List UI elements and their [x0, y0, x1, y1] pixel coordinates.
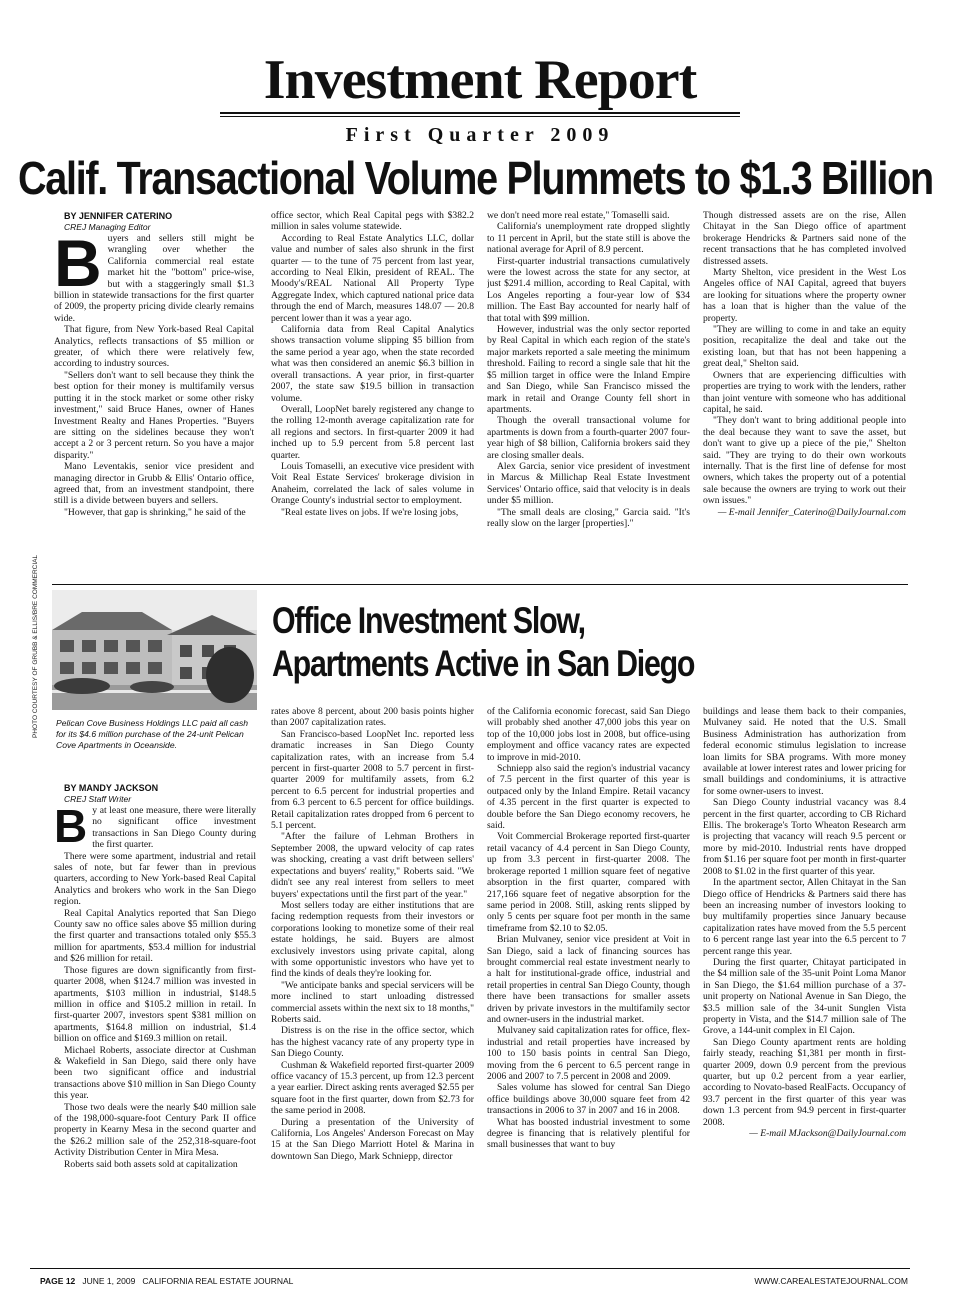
- article2-column-2: [271, 706, 474, 1260]
- article1-column-4: [703, 210, 906, 580]
- masthead: Investment Report: [263, 49, 697, 111]
- paragraph: In the apartment sector, Allen Chitayat in the San Diego office of Hendricks & Partners said there has been an increasing number of investors looking to buy multifamily properties since January because capitalization rates have moved from the 5.5 percent to 6 percent range last year into the 6.5 percent to 7 percent range this year.: [703, 877, 906, 957]
- footer-rule: [30, 1268, 910, 1269]
- article2-dropcap: B: [54, 800, 88, 852]
- paragraph: There were some apartment, industrial and retail sales of note, but far fewer than in previous quarters, according to New York-based Real Capital Analytics and brokers who work in the San Diego region.: [54, 850, 256, 908]
- paragraph: Alex Garcia, senior vice president of investment in Marcus & Millichap Real Estate Investment Services' Ontario office, said that velocity is in deals under $5 million.: [487, 460, 690, 507]
- paragraph: Louis Tomaselli, an executive vice president with Voit Real Estate Services' brokerage division in Anaheim, correlated the lack of sales volume in Orange County's industrial sector to employment.: [271, 460, 474, 507]
- paragraph: Voit Commercial Brokerage reported first-quarter retail vacancy of 4.4 percent in San Diego County, up from 3.3 percent in first-quarter 2008. The brokerage reported 1 million square feet of negative absorption in the first quarter, compared with 217,166 square feet of negative absorption for the same period in 2008. Still, asking rents slipped by only 5 cents per square foot per month in the same timeframe from $2.10 to $2.05.: [487, 831, 690, 934]
- paragraph: uyers and sellers still might be wrangling over whether the California commercial real estate market hit the "bottom" price-wise, but with a staggeringly small $1.3 billion in statewide transactions for the first quarter of 2009, the property pricing divide clearly remains wide.: [54, 233, 254, 324]
- article2-column-1: [54, 782, 256, 1260]
- paragraph: Schniepp also said the region's industrial vacancy of 7.5 percent in the first quarter of this year is outpaced only by the Inland Empire. Retail vacancy of 4.35 percent in the first quarter is expected to double before the San Diego economy recovers, he said.: [487, 763, 690, 832]
- photo-credit: PHOTO COURTESY OF GRUBB & ELLIS/BRE COMMERCIAL: [32, 554, 39, 738]
- paragraph: Though the overall transactional volume for apartments is down from a fourth-quarter 2007 four-year high of $8 billion, California brokers said they are closing smaller deals.: [487, 415, 690, 461]
- paragraph: Real Capital Analytics reported that San Diego County saw no office sales above $5 million during the first quarter and transactions totaled only $55.3 million for apartments, $53.4 million for industrial and $26 million for retail.: [54, 907, 256, 965]
- article2-headline-line1: Office Investment Slow,: [272, 600, 585, 641]
- paragraph: "They are willing to come in and take an equity position, recapitalize the deal and take out the existing loan, but that has not been happening a great deal," Shelton said.: [703, 324, 906, 370]
- paragraph: Sales volume has slowed for central San Diego office buildings above 30,000 square feet from 42 transactions in 2006 to 37 in 2007 and 16 in 2008.: [487, 1082, 690, 1117]
- paragraph: "However, that gap is shrinking," he said of the: [64, 506, 246, 518]
- masthead-rule: [220, 112, 740, 114]
- paragraph: Marty Shelton, vice president in the West Los Angeles office of NAI Capital, agreed that buyers are looking for situations where the property owner has a loan that is higher than the value of the property.: [703, 267, 906, 324]
- paragraph: Mulvaney said capitalization rates for office, flex-industrial and retail properties have increased by 100 to 150 basis points in central San Diego, moving from the 6 percent to 6.5 percent range in 2006 and 2007 to 7.5 percent in 2008 and 2009.: [487, 1025, 690, 1082]
- footer-date: JUNE 1, 2009: [82, 1276, 136, 1286]
- paragraph: San Diego County industrial vacancy was 8.4 percent in the first quarter, according to CB Richard Ellis. The brokerage's Torto Wheaton Research arm is projecting that vacancy will reach 9.5 percent or more by mid-2010. Industrial rents have dropped from $1.16 per square foot per month in first-quarter 2008 to $1.02 in the first quarter of this year.: [703, 797, 906, 877]
- edition-label: First Quarter 2009: [345, 124, 615, 146]
- article1-column-1: [54, 210, 254, 580]
- paragraph: of the California economic forecast, said San Diego will probably shed another 47,000 jobs this year on top of the 10,000 jobs lost in 2008, but office-using employment and office vacancy rates are expected to improve in mid-2010.: [487, 706, 690, 763]
- footer-left: [40, 1276, 293, 1286]
- paragraph: Those figures are down significantly from first-quarter 2008, when $124.7 million was invested in apartments, $103 million in industrial, $148.5 million in office and $105.2 million in retail. In first-quarter 2007, investors spent $381 million on apartments, $164.8 million on industrial, $1.4 billion on office and $169.3 million on retail.: [54, 964, 256, 1045]
- article1-role: CREJ Managing Editor: [64, 222, 151, 232]
- paragraph: buildings and lease them back to their companies, Mulvaney said. He noted that the U.S. Small Business Administration has authorization from federal economic stimulus legislation to increase loan limits for SBA programs. With more money available at lower interest rates and lower pricing for small buildings and condominiums, it is attractive for some owner-users to invest.: [703, 706, 906, 797]
- paragraph: "We anticipate banks and special servicers will be more inclined to start unloading distressed commercial assets within the next six to 18 months," Roberts said.: [271, 979, 474, 1025]
- article1-dropcap: B: [54, 226, 102, 300]
- section-divider: [52, 584, 908, 585]
- article2-role: CREJ Staff Writer: [64, 794, 132, 804]
- paragraph: That figure, from New York-based Real Capital Analytics, reflects transactions of $5 million or greater, of which there were relatively few, according to industry sources.: [54, 324, 254, 370]
- article2-photo: [52, 590, 257, 710]
- article2-headline-line2: Apartments Active in San Diego: [272, 643, 695, 684]
- paragraph: y at least one measure, there were literally no significant office investment transactions in San Diego County during the first quarter.: [92, 805, 256, 851]
- paragraph: "After the failure of Lehman Brothers in September 2008, the upward velocity of cap rates was shocking, creating a vast drift between sellers' expectations and buyers' reality," Roberts said. "We didn't see any real interest from sellers to meet buyers' expectations until the first part of the year.": [271, 831, 474, 900]
- paragraph: During a presentation of the University of California, Los Angeles' Anderson Forecast on May 15 at the San Diego Marriott Hotel & Marina in downtown San Diego, Mark Schniepp, director: [271, 1116, 474, 1162]
- article1-byline: BY JENNIFER CATERINO: [64, 211, 173, 221]
- paragraph: Brian Mulvaney, senior vice president at Voit in San Diego, said a lack of financing sources has brought commercial real estate investment nearly to a halt for institutional-grade office, industrial and retail properties in central San Diego County, though there have been transactions for smaller assets driven by private investors in the multifamily sector and owner-users in the industrial market.: [487, 934, 690, 1025]
- paragraph: "The small deals are closing," Garcia said. "It's really slow on the larger [properties].": [487, 506, 690, 529]
- paragraph: San Francisco-based LoopNet Inc. reported less dramatic increases in San Diego County capitalization rates, with an increase from 5.4 percent in first-quarter 2008 to 5.7 percent in first-quarter 2009 for multifamily assets, from 6.2 percent to 6.5 percent for industrial properties and from 6.3 percent to 6.5 percent for office buildings. Retail capitalization rates dropped from 6 percent to 5.1 percent.: [271, 728, 474, 832]
- article2-column-3: [487, 706, 690, 1260]
- paragraph: Michael Roberts, associate director at Cushman & Wakefield in San Diego, said there only have been two significant office and industrial transactions above $10 million in San Diego County this year.: [54, 1044, 256, 1102]
- paragraph: office sector, which Real Capital pegs with $382.2 million in sales volume statewide.: [271, 210, 474, 233]
- article1-signoff: — E-mail Jennifer_Caterino@DailyJournal.com: [717, 506, 906, 518]
- footer-page-number: PAGE 12: [40, 1276, 76, 1286]
- article2-column-4: [703, 706, 906, 1260]
- paragraph: Roberts said both assets sold at capitalization: [64, 1158, 238, 1170]
- paragraph: California's unemployment rate dropped slightly to 11 percent in April, but the state still is above the national average for April of 8.9 percent.: [487, 221, 690, 256]
- paragraph: Owners that are experiencing difficulties with properties are trying to work with the lenders, rather than joint venture with someone who has additional capital, he said.: [703, 369, 906, 415]
- paragraph: we don't need more real estate," Tomaselli said.: [487, 210, 670, 221]
- article1-column-2: [271, 210, 474, 580]
- article1-headline: Calif. Transactional Volume Plummets to $1.3 Billion: [18, 152, 933, 204]
- paragraph: According to Real Estate Analytics LLC, dollar value and number of sales also shrunk in the first quarter — to the tune of 75 percent from last year, according to Neal Elkin, president of REAL. The Moody's/REAL National All Property Type Aggregate Index, which captured national price data through the end of March, measures 148.07 — 20.8 percent lower than it was a year ago.: [271, 232, 474, 324]
- apartment-building-image: [52, 590, 257, 710]
- paragraph: Cushman & Wakefield reported first-quarter 2009 office vacancy of 15.3 percent, up from 12.3 percent a year earlier. Direct asking rents averaged $2.55 per square foot in the first quarter, down from $2.73 for the same period in 2008.: [271, 1059, 474, 1117]
- paragraph: Mano Leventakis, senior vice president and managing director in Grubb & Ellis' Ontario office, agreed that, from an investment standpoint, there still is a divide between buyers and sellers.: [54, 461, 254, 507]
- photo-caption: Pelican Cove Business Holdings LLC paid all cash for its $4.6 million purchase of the 24-unit Pelican Cove Apartments in Oceanside.: [56, 718, 249, 750]
- footer-publication: CALIFORNIA REAL ESTATE JOURNAL: [142, 1276, 294, 1286]
- paragraph: Those two deals were the nearly $40 million sale of the 198,000-square-foot Century Park II office property in Kearny Mesa in the second quarter and the $26.2 million sale of the 252,318-square-foot Activity Distribution Center in Mira Mesa.: [54, 1101, 256, 1159]
- paragraph: Though distressed assets are on the rise, Allen Chitayat in the San Diego office of apartment brokerage Hendricks & Partners said none of the recent transactions that he has completed involved distressed assets.: [703, 210, 906, 267]
- paragraph: "They don't want to bring additional people into the deal because they want to save the asset, but don't want to give up a piece of the pie," Shelton said. "They are trying to do their own workouts internally. That is the first line of defense for most owners, which takes the property out of a potential sale because the owners are trying to work out their own issues.": [703, 415, 906, 507]
- paragraph: "Sellers don't want to sell because they think the best option for their money is multifamily versus putting it in the stock market or some other risky investment," said Bruce Hanes, owner of Hanes Investment Realty and Hanes Properties. "Buyers are sitting on the sidelines because they won't accept a 2 or 3 percent return. So you have a major disparity.": [54, 369, 254, 461]
- paragraph: What has boosted industrial investment to some degree is financing that is relatively plentiful for small businesses that want to buy: [487, 1116, 690, 1151]
- paragraph: rates above 8 percent, about 200 basis points higher than 2007 capitalization rates.: [271, 706, 474, 729]
- masthead-rule-thin: [220, 116, 740, 117]
- article2-signoff: — E-mail MJackson@DailyJournal.com: [749, 1128, 906, 1140]
- paragraph: Distress is on the rise in the office sector, which has the highest vacancy rate of any property type in San Diego County.: [271, 1025, 474, 1060]
- paragraph: Overall, LoopNet barely registered any change to the rolling 12-month average capitalization rate for all regions and sectors. In first-quarter 2009 it had inched up to 5.9 percent from 5.8 percent last quarter.: [271, 403, 474, 461]
- article2-byline: BY MANDY JACKSON: [64, 783, 159, 793]
- article1-column-3: [487, 210, 690, 580]
- paragraph: "Real estate lives on jobs. If we're losing jobs,: [281, 506, 459, 518]
- paragraph: First-quarter industrial transactions cumulatively were the lowest across the state for any sector, at just $291.4 million, according to Real Capital, with Los Angeles reporting a four-year low of $34 million. The East Bay accounted for nearly half of that total with $99 million.: [487, 255, 690, 324]
- footer-website[interactable]: WWW.CAREALESTATEJOURNAL.COM: [754, 1276, 908, 1286]
- paragraph: Most sellers today are either institutions that are facing redemption requests from their investors or corporations looking to monetize some of their real estate holdings, he said. Buyers are almost exclusively investors using private capital, along with some opportunistic investors who have yet to find the kinds of deals they're looking for.: [271, 899, 474, 980]
- paragraph: During the first quarter, Chitayat participated in the $4 million sale of the 35-unit Point Loma Manor in San Diego, the $1.64 million purchase of a 37-unit property on National Avenue in San Diego, the $3.5 million sale of the 34-unit Sunglen Vista property in Vista, and the $14.7 million sale of The Grove, a 144-unit complex in El Cajon.: [703, 956, 906, 1037]
- paragraph: However, industrial was the only sector reported by Real Capital in which each region of the state's major markets reported a sale meeting the minimum threshold. Failing to record a single sale that hit the $5 million target in office were the Inland Empire and San Diego, while San Francisco missed the mark in retail and Orange County fell short in apartments.: [487, 324, 690, 415]
- paragraph: California data from Real Capital Analytics shows transaction volume slipping $5 billion from the same period a year ago, when the state recorded what was then considered an anemic $6.3 billion in overall transactions. A year prior, in first-quarter 2007, the state saw $19.5 billion in transaction volume.: [271, 324, 474, 404]
- paragraph: San Diego County apartment rents are holding fairly steady, reaching $1,381 per month in first-quarter 2009, down 0.9 percent from the previous quarter, but up 0.2 percent from a year earlier, according to Novato-based RealFacts. Occupancy of 93.7 percent in the first quarter of this year was down 1.3 percent from 94.9 percent in first-quarter 2008.: [703, 1036, 906, 1128]
